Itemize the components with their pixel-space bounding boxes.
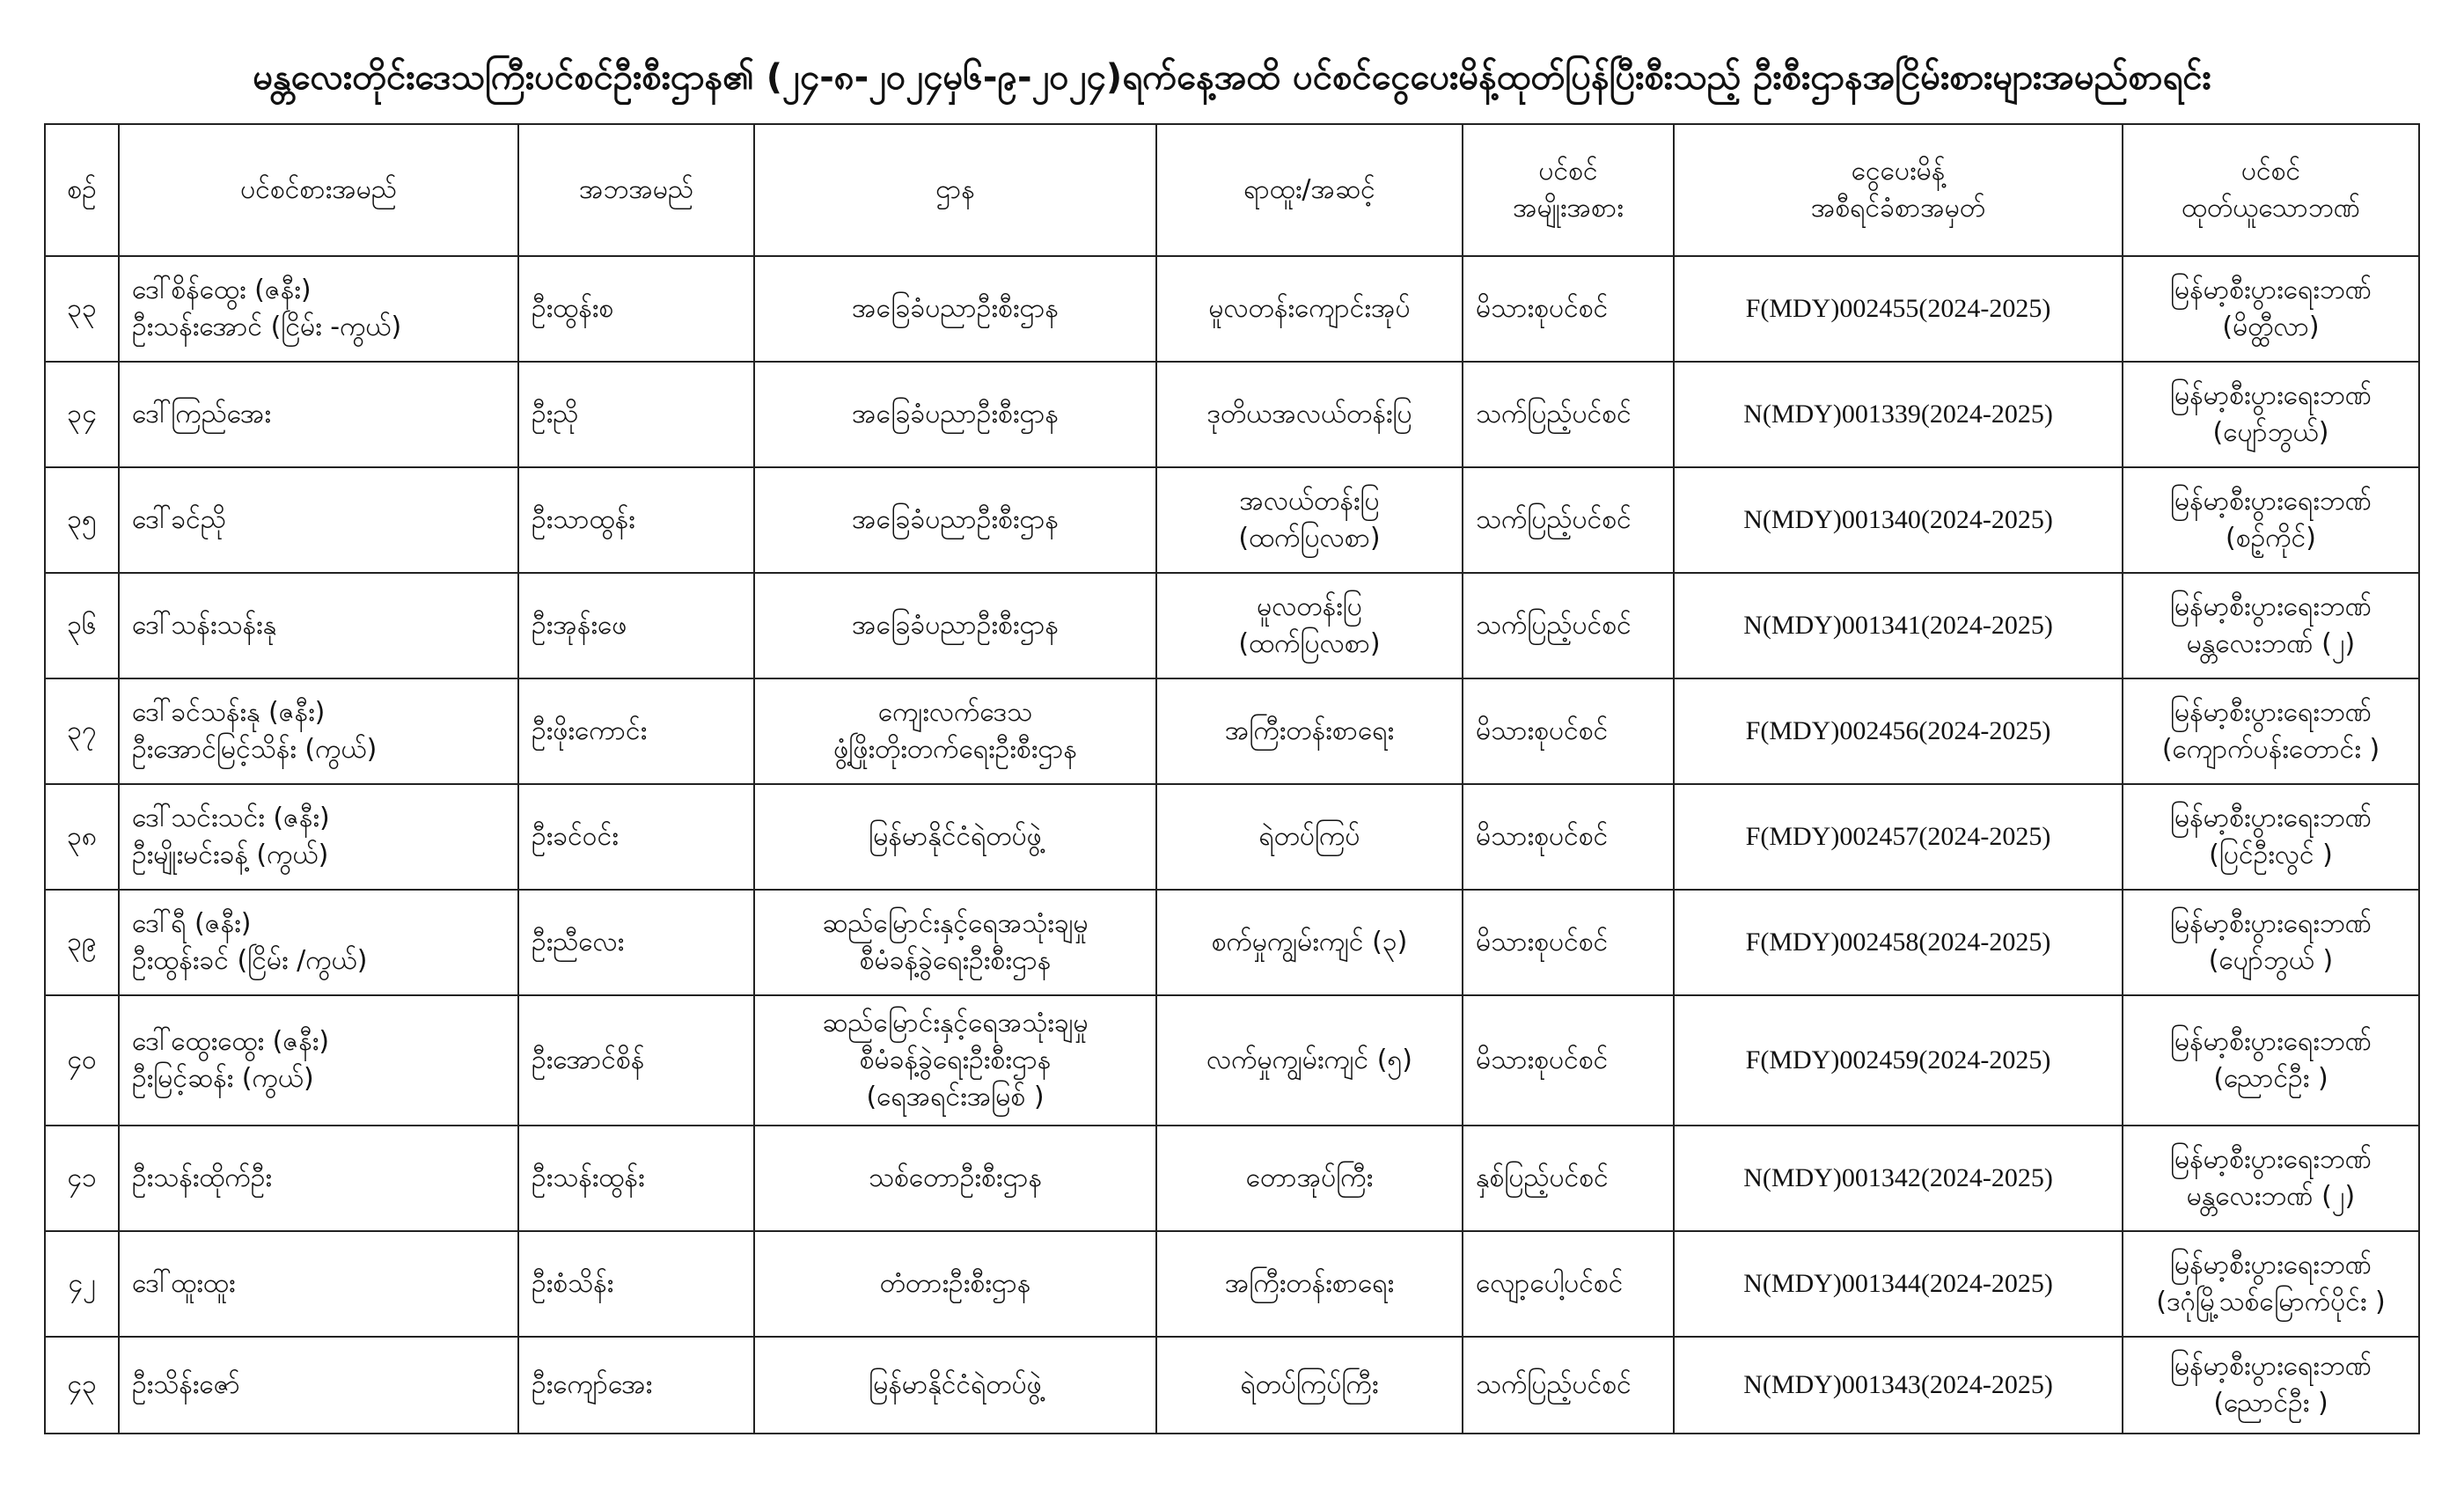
- cell-line: (ပျော်ဘွယ်): [2212, 417, 2329, 448]
- cell-line: (ထက်ပြလစာ): [1238, 628, 1381, 659]
- col-no-header: [45, 124, 119, 256]
- cell-line: အခြေခံပညာဦးစီးဌာန: [852, 399, 1059, 429]
- cell-line: ဦးသိန်းဇော်: [132, 1369, 240, 1400]
- father-name-cell: ဦးအုန်းဖေ: [518, 573, 754, 678]
- cell-line: ဌာန: [935, 174, 975, 205]
- cell-line: (ထက်ပြလစာ): [1238, 523, 1381, 554]
- pension-type-cell: မိသားစုပင်စင်: [1463, 784, 1674, 890]
- table-row: [45, 1126, 2419, 1231]
- order-ref-cell: F(MDY)002458(2024-2025): [1674, 890, 2123, 995]
- cell-line: အခြေခံပညာဦးစီးဌာန: [852, 504, 1059, 535]
- row-number-cell: ၃၉: [45, 890, 119, 995]
- cell-line: (ညောင်ဦး ): [2213, 1063, 2328, 1094]
- row-number-cell: ၃၃: [45, 256, 119, 362]
- department-cell: [754, 1126, 1156, 1231]
- pensioner-name-cell: [119, 256, 518, 362]
- cell-line: မြန်မာ့စီးပွားရေးဘဏ်: [2170, 275, 2372, 305]
- cell-line: အကြီးတန်းစာရေး: [1224, 1268, 1395, 1299]
- cell-line: တံတားဦးစီးဌာန: [879, 1268, 1031, 1299]
- pension-type-cell: သက်ပြည့်ပင်စင်: [1463, 467, 1674, 573]
- order-ref-cell: N(MDY)001341(2024-2025): [1674, 573, 2123, 678]
- row-number-cell: ၃၅: [45, 467, 119, 573]
- cell-line: ဒေါ်ခင်ညို: [132, 504, 226, 535]
- cell-line: အလယ်တန်းပြ: [1239, 486, 1380, 517]
- col-bank-header: [2123, 124, 2419, 256]
- row-number-cell: ၃၇: [45, 678, 119, 784]
- cell-line: ပင်စင်: [1538, 156, 1598, 187]
- cell-line: မူလတန်းကျောင်းအုပ်: [1208, 293, 1411, 324]
- order-ref-cell: N(MDY)001339(2024-2025): [1674, 362, 2123, 467]
- department-cell: [754, 1231, 1156, 1337]
- row-number-cell: ၃၈: [45, 784, 119, 890]
- cell-line: ပင်စင်: [2240, 156, 2301, 187]
- cell-line: မြန်မာ့စီးပွားရေးဘဏ်: [2170, 803, 2372, 833]
- cell-line: စဉ်: [67, 174, 97, 205]
- department-cell: [754, 1337, 1156, 1434]
- rank-cell: [1156, 1126, 1463, 1231]
- order-ref-cell: F(MDY)002457(2024-2025): [1674, 784, 2123, 890]
- cell-line: ဒေါ်စိန်ထွေး (ဇနီး): [132, 275, 312, 305]
- department-cell: [754, 995, 1156, 1126]
- page-title: မန္တလေးတိုင်းဒေသကြီးပင်စင်ဦးစီးဌာန၏ (၂၄-၈-၂၀၂၄မှ၆-၉-၂၀၂၄)ရက်နေ့အထိ ပင်စင်ငွေပေးမိန့်ထုတ်ပြန်ပြီးစီးသည့် ဦးစီးဌာနအငြိမ်းစားများအမည်စာရင်း: [253, 57, 2211, 98]
- pension-type-cell: မိသားစုပင်စင်: [1463, 890, 1674, 995]
- cell-line: ဒေါ်သင်းသင်း (ဇနီး): [132, 803, 330, 833]
- table-row: [45, 573, 2419, 678]
- cell-line: မြန်မာ့စီးပွားရေးဘဏ်: [2170, 697, 2372, 728]
- pensioner-name-cell: [119, 890, 518, 995]
- cell-line: အဘအမည်: [578, 174, 694, 205]
- department-cell: [754, 678, 1156, 784]
- cell-line: ရဲတပ်ကြပ်: [1258, 821, 1360, 852]
- department-cell: [754, 890, 1156, 995]
- cell-line: ဆည်မြောင်းနှင့်ရေအသုံးချမှု: [822, 1008, 1089, 1038]
- cell-line: စက်မှုကျွမ်းကျင် (၃): [1211, 927, 1408, 957]
- rank-cell: [1156, 362, 1463, 467]
- table-row: [45, 784, 2419, 890]
- father-name-cell: ဦးညီလေး: [518, 890, 754, 995]
- father-name-cell: ဦးသန်းထွန်း: [518, 1126, 754, 1231]
- father-name-cell: ဦးစံသိန်း: [518, 1231, 754, 1337]
- row-number-cell: ၄၁: [45, 1126, 119, 1231]
- rank-cell: [1156, 678, 1463, 784]
- department-cell: [754, 573, 1156, 678]
- col-pension-type-header: [1463, 124, 1674, 256]
- bank-cell: [2123, 1231, 2419, 1337]
- cell-line: ဒေါ်ကြည်အေး: [132, 399, 271, 429]
- order-ref-cell: N(MDY)001340(2024-2025): [1674, 467, 2123, 573]
- cell-line: အစီရင်ခံစာအမှတ်: [1810, 193, 1986, 224]
- cell-line: မြန်မာနိုင်ငံရဲတပ်ဖွဲ့: [869, 1369, 1042, 1400]
- bank-cell: [2123, 784, 2419, 890]
- pension-list-table: [44, 123, 2420, 1434]
- pension-type-cell: မိသားစုပင်စင်: [1463, 995, 1674, 1126]
- father-name-cell: ဦးခင်ဝင်း: [518, 784, 754, 890]
- pension-type-cell: လျော့ပေါ့ပင်စင်: [1463, 1231, 1674, 1337]
- cell-line: ပင်စင်စားအမည်: [240, 174, 397, 205]
- pensioner-name-cell: [119, 995, 518, 1126]
- cell-line: ထုတ်ယူသောဘဏ်: [2182, 193, 2360, 224]
- bank-cell: [2123, 678, 2419, 784]
- cell-line: (ရေအရင်းအမြစ် ): [866, 1082, 1045, 1112]
- cell-line: (မိတ္ထီလာ): [2222, 312, 2320, 342]
- pensioner-name-cell: [119, 362, 518, 467]
- pension-type-cell: မိသားစုပင်စင်: [1463, 256, 1674, 362]
- cell-line: ဦးသန်းအောင် (ငြိမ်း -ကွယ်): [132, 312, 402, 342]
- cell-line: အခြေခံပညာဦးစီးဌာန: [852, 293, 1059, 324]
- row-number-cell: ၃၄: [45, 362, 119, 467]
- pension-type-cell: သက်ပြည့်ပင်စင်: [1463, 573, 1674, 678]
- department-cell: [754, 362, 1156, 467]
- table-row: [45, 1231, 2419, 1337]
- cell-line: မြန်မာနိုင်ငံရဲတပ်ဖွဲ့: [869, 821, 1042, 852]
- cell-line: ကျေးလက်ဒေသ: [877, 697, 1033, 728]
- cell-line: လက်မှုကျွမ်းကျင် (၅): [1206, 1045, 1413, 1075]
- cell-line: မူလတန်းပြ: [1257, 591, 1362, 622]
- cell-line: ငွေပေးမိန့်: [1851, 156, 1946, 187]
- col-rank-header: [1156, 124, 1463, 256]
- pensioner-name-cell: [119, 573, 518, 678]
- rank-cell: [1156, 890, 1463, 995]
- bank-cell: [2123, 467, 2419, 573]
- table-row: [45, 678, 2419, 784]
- cell-line: (ပြင်ဦးလွင် ): [2209, 840, 2333, 870]
- pension-type-cell: သက်ပြည့်ပင်စင်: [1463, 1337, 1674, 1434]
- cell-line: ဆည်မြောင်းနှင့်ရေအသုံးချမှု: [822, 908, 1089, 939]
- cell-line: ရာထူး/အဆင့်: [1243, 174, 1375, 205]
- order-ref-cell: N(MDY)001343(2024-2025): [1674, 1337, 2123, 1434]
- table-row: [45, 467, 2419, 573]
- rank-cell: [1156, 573, 1463, 678]
- cell-line: ရဲတပ်ကြပ်ကြီး: [1240, 1369, 1379, 1400]
- cell-line: တောအုပ်ကြီး: [1245, 1162, 1374, 1193]
- bank-cell: [2123, 573, 2419, 678]
- table-row: [45, 1337, 2419, 1434]
- rank-cell: [1156, 467, 1463, 573]
- cell-line: သစ်တောဦးစီးဌာန: [869, 1162, 1042, 1193]
- father-name-cell: ဦးသာထွန်း: [518, 467, 754, 573]
- bank-cell: [2123, 890, 2419, 995]
- table-row: [45, 362, 2419, 467]
- pension-type-cell: နှစ်ပြည့်ပင်စင်: [1463, 1126, 1674, 1231]
- cell-line: (ဒဂုံမြို့သစ်မြောက်ပိုင်း ): [2156, 1287, 2386, 1317]
- father-name-cell: ဦးအောင်စိန်: [518, 995, 754, 1126]
- father-name-cell: ဦးထွန်းစ: [518, 256, 754, 362]
- department-cell: [754, 467, 1156, 573]
- cell-line: မြန်မာ့စီးပွားရေးဘဏ်: [2170, 1026, 2372, 1057]
- pensioner-name-cell: [119, 467, 518, 573]
- cell-line: ဦးမျိုးမင်းခန့် (ကွယ်): [132, 840, 329, 870]
- cell-line: အခြေခံပညာဦးစီးဌာန: [852, 610, 1059, 641]
- cell-line: ဖွံ့ဖြိုးတိုးတက်ရေးဦးစီးဌာန: [833, 734, 1077, 765]
- col-pensioner-name-header: [119, 124, 518, 256]
- bank-cell: [2123, 995, 2419, 1126]
- cell-line: စီမံခန့်ခွဲရေးဦးစီးဌာန: [859, 1045, 1052, 1075]
- cell-line: ဦးထွန်းခင် (ငြိမ်း /ကွယ်): [132, 945, 368, 976]
- cell-line: မန္တလေးဘဏ် (၂): [2186, 628, 2356, 659]
- row-number-cell: ၄၀: [45, 995, 119, 1126]
- cell-line: မြန်မာ့စီးပွားရေးဘဏ်: [2170, 1250, 2372, 1280]
- cell-line: ဒုတိယအလယ်တန်းပြ: [1206, 399, 1412, 429]
- col-department-header: [754, 124, 1156, 256]
- father-name-cell: ဦးကျော်အေး: [518, 1337, 754, 1434]
- pensioner-name-cell: [119, 1126, 518, 1231]
- order-ref-cell: F(MDY)002455(2024-2025): [1674, 256, 2123, 362]
- cell-line: ဦးမြင့်ဆန်း (ကွယ်): [132, 1063, 314, 1094]
- col-order-ref-header: [1674, 124, 2123, 256]
- table-header-row: [45, 124, 2419, 256]
- cell-line: မြန်မာ့စီးပွားရေးဘဏ်: [2170, 908, 2372, 939]
- cell-line: ဒေါ်ထွေးထွေး (ဇနီး): [132, 1026, 330, 1057]
- row-number-cell: ၃၆: [45, 573, 119, 678]
- cell-line: (စဉ့်ကိုင်): [2226, 523, 2316, 554]
- cell-line: အကြီးတန်းစာရေး: [1224, 715, 1395, 746]
- pension-type-cell: သက်ပြည့်ပင်စင်: [1463, 362, 1674, 467]
- department-cell: [754, 784, 1156, 890]
- pensioner-name-cell: [119, 784, 518, 890]
- father-name-cell: ဦးညို: [518, 362, 754, 467]
- cell-line: ဒေါ်ထူးထူး: [132, 1268, 236, 1299]
- table-row: [45, 256, 2419, 362]
- cell-line: (ကျောက်ပန်းတောင်း ): [2161, 734, 2380, 765]
- rank-cell: [1156, 256, 1463, 362]
- pensioner-name-cell: [119, 1231, 518, 1337]
- rank-cell: [1156, 1231, 1463, 1337]
- cell-line: မြန်မာ့စီးပွားရေးဘဏ်: [2170, 1351, 2372, 1382]
- cell-line: ဒေါ်ခင်သန်းနု (ဇနီး): [132, 697, 326, 728]
- father-name-cell: ဦးဖိုးကောင်း: [518, 678, 754, 784]
- bank-cell: [2123, 1126, 2419, 1231]
- rank-cell: [1156, 1337, 1463, 1434]
- order-ref-cell: N(MDY)001344(2024-2025): [1674, 1231, 2123, 1337]
- row-number-cell: ၄၂: [45, 1231, 119, 1337]
- cell-line: (ပျော်ဘွယ် ): [2208, 945, 2334, 976]
- cell-line: အမျိုးအစား: [1513, 193, 1624, 224]
- order-ref-cell: F(MDY)002459(2024-2025): [1674, 995, 2123, 1126]
- cell-line: (ညောင်ဦး ): [2213, 1388, 2328, 1419]
- order-ref-cell: N(MDY)001342(2024-2025): [1674, 1126, 2123, 1231]
- rank-cell: [1156, 995, 1463, 1126]
- cell-line: မြန်မာ့စီးပွားရေးဘဏ်: [2170, 486, 2372, 517]
- cell-line: မြန်မာ့စီးပွားရေးဘဏ်: [2170, 1144, 2372, 1175]
- bank-cell: [2123, 1337, 2419, 1434]
- pension-type-cell: မိသားစုပင်စင်: [1463, 678, 1674, 784]
- rank-cell: [1156, 784, 1463, 890]
- pensioner-name-cell: [119, 1337, 518, 1434]
- cell-line: မန္တလေးဘဏ် (၂): [2186, 1181, 2356, 1212]
- col-father-name-header: [518, 124, 754, 256]
- bank-cell: [2123, 362, 2419, 467]
- cell-line: မြန်မာ့စီးပွားရေးဘဏ်: [2170, 591, 2372, 622]
- cell-line: ဦးသန်းထိုက်ဦး: [132, 1162, 273, 1193]
- cell-line: ဦးအောင်မြင့်သိန်း (ကွယ်): [132, 734, 378, 765]
- cell-line: စီမံခန့်ခွဲရေးဦးစီးဌာန: [859, 945, 1052, 976]
- bank-cell: [2123, 256, 2419, 362]
- table-row: [45, 890, 2419, 995]
- cell-line: မြန်မာ့စီးပွားရေးဘဏ်: [2170, 380, 2372, 411]
- cell-line: ဒေါ်သန်းသန်းနု: [132, 610, 277, 641]
- row-number-cell: ၄၃: [45, 1337, 119, 1434]
- order-ref-cell: F(MDY)002456(2024-2025): [1674, 678, 2123, 784]
- pensioner-name-cell: [119, 678, 518, 784]
- table-row: [45, 995, 2419, 1126]
- department-cell: [754, 256, 1156, 362]
- cell-line: ဒေါ်ရီ (ဇနီး): [132, 908, 252, 939]
